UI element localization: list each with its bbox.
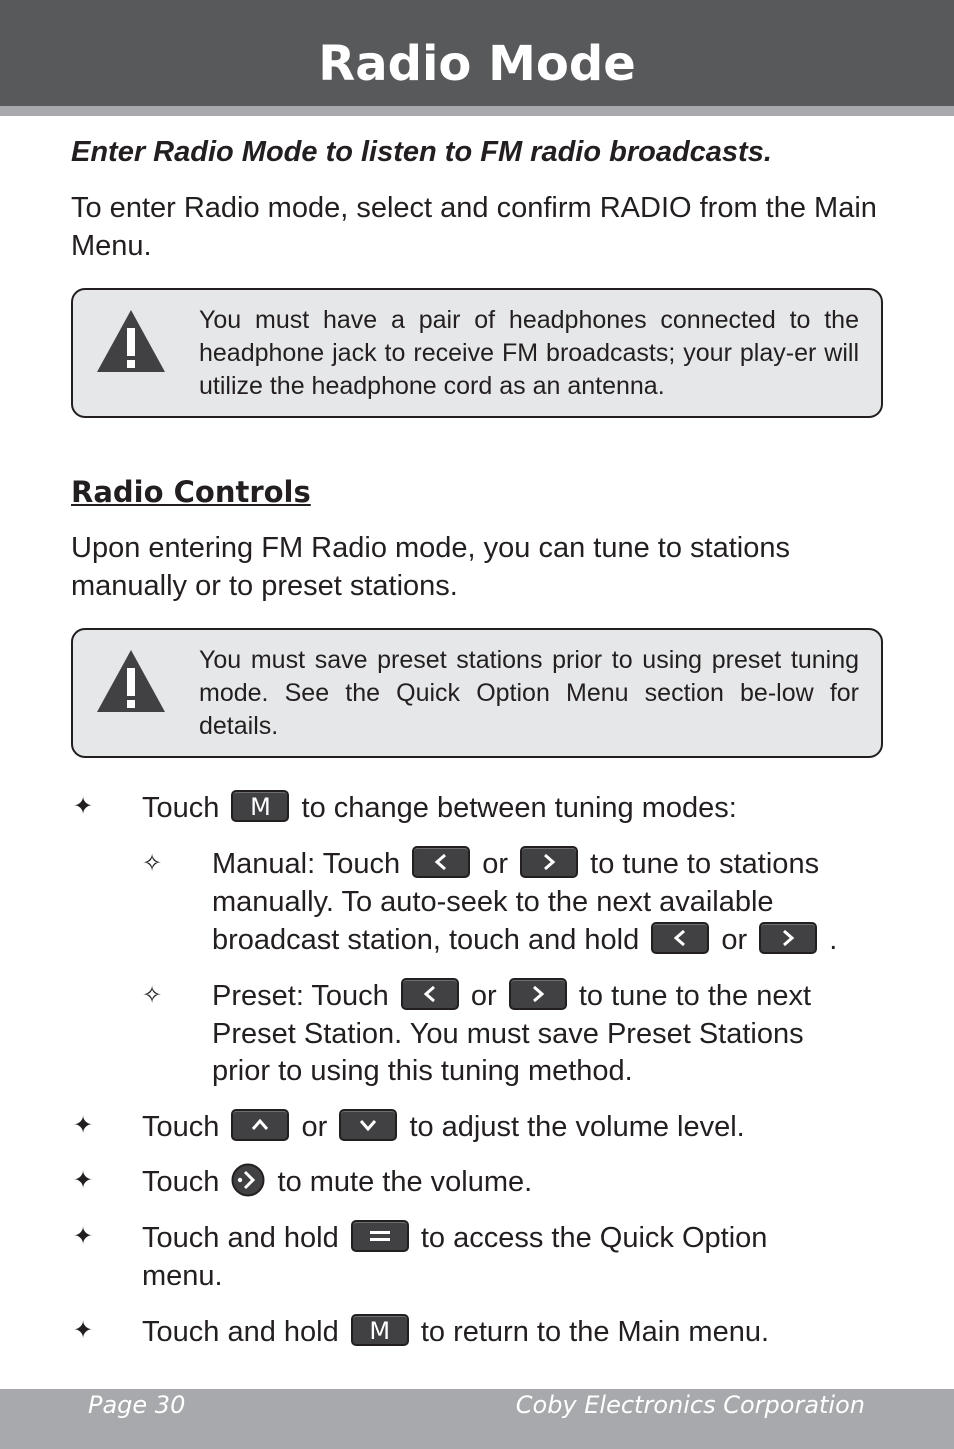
warning-icon [95, 648, 167, 714]
text: to tune to stations [590, 848, 820, 880]
right-arrow-button-icon [509, 978, 567, 1010]
bullet-diamond-icon: ✧ [142, 850, 163, 877]
page-footer [0, 1389, 954, 1449]
bullet-quick-option [142, 1219, 767, 1257]
text: Touch and hold [142, 1222, 339, 1254]
warning-icon [95, 308, 167, 374]
text: Touch [142, 1166, 220, 1198]
text: to mute the volume. [277, 1166, 533, 1198]
text: to access the Quick Option [420, 1222, 768, 1254]
m-label: M [369, 1317, 391, 1346]
text: Touch and hold [142, 1316, 339, 1348]
page-title: Radio Mode [318, 36, 636, 92]
bullet-star-icon: ✦ [73, 1167, 94, 1194]
up-arrow-button-icon [231, 1109, 289, 1141]
note-text: You must save preset stations prior to using preset tuning mode. See the Quick Option Menu section be-low for details. [199, 646, 859, 740]
text: Touch [142, 792, 220, 824]
bullet-manual-line3 [212, 921, 837, 959]
text: or [482, 848, 509, 880]
section-title: Radio Controls [71, 475, 311, 509]
m-label: M [250, 793, 271, 822]
bullet-mode [142, 789, 737, 827]
intro-lead: Enter Radio Mode to listen to FM radio broadcasts. [71, 136, 772, 168]
bullet-preset [212, 977, 811, 1015]
text: . [829, 924, 838, 956]
text: to adjust the volume level. [409, 1111, 745, 1143]
note-text: You must have a pair of headphones connected to the headphone jack to receive FM broadcasts; your play-er will utilize the headphone cord as an antenna. [199, 306, 859, 400]
headphone-note [71, 288, 883, 418]
bullet-star-icon: ✦ [73, 1317, 94, 1344]
menu-button-icon [351, 1220, 409, 1252]
m-button-icon [351, 1314, 409, 1346]
text: Preset: Touch [212, 980, 389, 1012]
bullet-mute [142, 1163, 532, 1201]
text: Manual: Touch [212, 848, 401, 880]
text: Touch [142, 1111, 220, 1143]
text: or [721, 924, 748, 956]
m-button-icon [231, 790, 289, 822]
left-arrow-button-icon [401, 978, 459, 1010]
bullet-quick-option-line2: menu. [142, 1260, 223, 1292]
mute-button-icon [231, 1163, 265, 1197]
text: or [301, 1111, 328, 1143]
bullet-star-icon: ✦ [73, 793, 94, 820]
text: broadcast station, touch and hold [212, 924, 640, 956]
left-arrow-button-icon [412, 846, 470, 878]
section-paragraph: Upon entering FM Radio mode, you can tune to stations manually or to preset stations. [71, 532, 790, 602]
company-name: Coby Electronics Corporation [515, 1391, 865, 1419]
bullet-star-icon: ✦ [73, 1223, 94, 1250]
preset-note [71, 628, 883, 758]
bullet-star-icon: ✦ [73, 1112, 94, 1139]
bullet-preset-line2: Preset Station. You must save Preset Stations [212, 1018, 804, 1050]
bullet-preset-line3: prior to using this tuning method. [212, 1055, 633, 1087]
right-arrow-button-icon [759, 922, 817, 954]
bullet-main-menu [142, 1313, 769, 1351]
bullet-volume [142, 1108, 745, 1146]
page-number: Page 30 [88, 1391, 186, 1419]
intro-paragraph: To enter Radio mode, select and confirm RADIO from the Main Menu. [71, 192, 877, 262]
bullet-manual [212, 845, 819, 883]
text: to change between tuning modes: [301, 792, 737, 824]
left-arrow-button-icon [651, 922, 709, 954]
down-arrow-button-icon [339, 1109, 397, 1141]
text: or [470, 980, 497, 1012]
bullet-manual-line2: manually. To auto-seek to the next available [212, 886, 774, 918]
bullet-diamond-icon: ✧ [142, 982, 163, 1009]
text: to tune to the next [578, 980, 812, 1012]
text: to return to the Main menu. [420, 1316, 770, 1348]
right-arrow-button-icon [520, 846, 578, 878]
page-header [0, 0, 954, 116]
